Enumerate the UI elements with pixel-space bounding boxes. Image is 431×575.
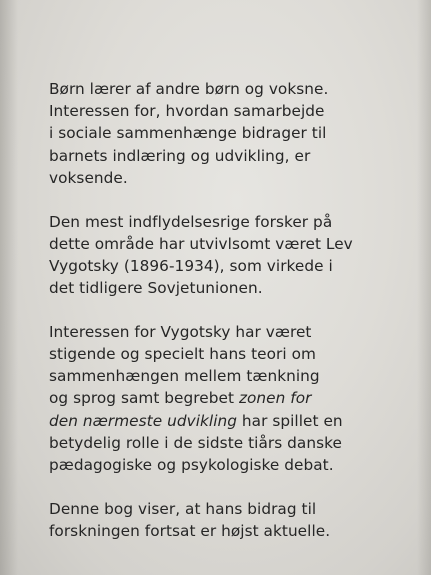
text-line: det tidligere Sovjetunionen. <box>49 279 263 298</box>
text-line: voksende. <box>49 168 128 187</box>
text-line: dette område har utvivlsomt været Lev <box>49 234 353 253</box>
text-line: Denne bog viser, at hans bidrag til <box>49 499 317 518</box>
text-line: sammenhængen mellem tænkning <box>49 367 320 386</box>
text-line: Interessen for Vygotsky har været <box>49 322 312 341</box>
text-line: Børn lærer af andre børn og voksne. <box>49 80 329 98</box>
text-line: pædagogiske og psykologiske debat. <box>49 456 334 475</box>
text-line: Den mest indflydelsesrige forsker på <box>49 212 333 231</box>
text-line: stigende og specielt hans teori om <box>49 345 316 364</box>
paragraph-1 <box>49 78 419 189</box>
text-line: barnets indlæring og udvikling, er <box>49 146 311 165</box>
italic-term: den nærmeste udvikling <box>49 411 238 430</box>
text-fragment: og sprog samt begrebet <box>49 389 239 408</box>
text-line <box>49 387 419 409</box>
text-line <box>49 410 419 432</box>
paragraph-4 <box>49 498 419 542</box>
italic-term: zonen for <box>238 389 312 408</box>
text-line: Vygotsky (1896-1934), som virkede i <box>49 256 333 275</box>
text-line: betydelig rolle i de sidste tiårs danske <box>49 433 342 452</box>
text-fragment: har spillet en <box>237 411 343 430</box>
cover-text <box>49 78 419 564</box>
text-line: Interessen for, hvordan samarbejde <box>49 102 325 121</box>
paragraph-3 <box>49 321 419 476</box>
text-line: i sociale sammenhænge bidrager til <box>49 124 327 143</box>
paragraph-2 <box>49 211 419 300</box>
text-line: forskningen fortsat er højst aktuelle. <box>49 521 331 540</box>
